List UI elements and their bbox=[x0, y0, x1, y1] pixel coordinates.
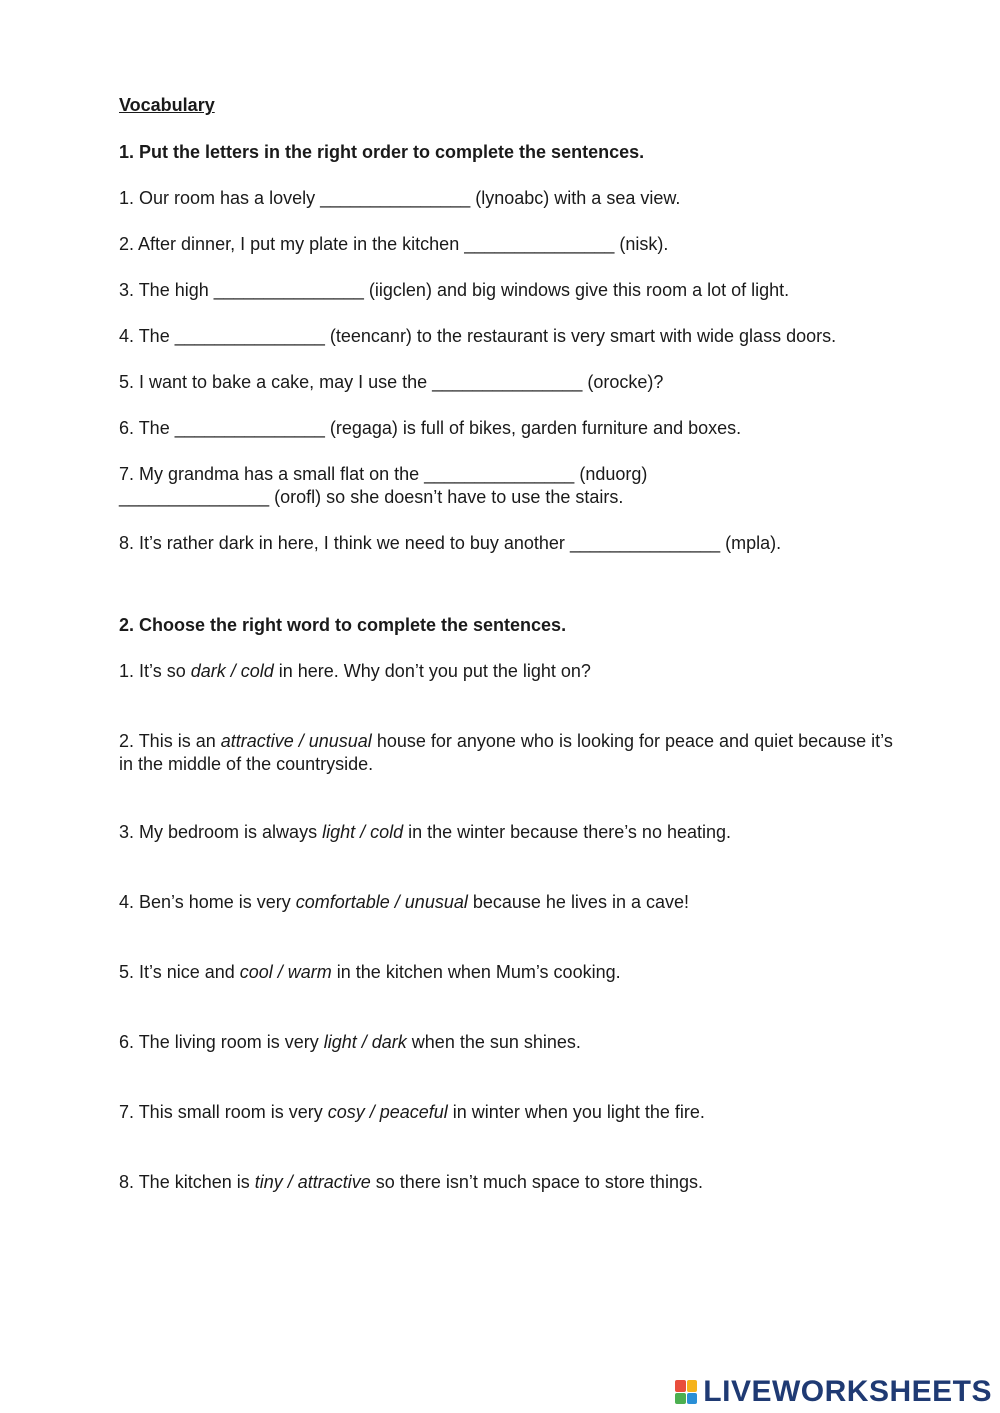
answer-blank[interactable]: _______________ bbox=[424, 464, 575, 484]
exercise-1 bbox=[119, 141, 909, 555]
liveworksheets-logo-icon bbox=[675, 1380, 697, 1404]
answer-blank[interactable]: _______________ bbox=[174, 418, 325, 438]
worksheet bbox=[119, 94, 909, 1241]
brand-name: LIVEWORKSHEETS bbox=[703, 1375, 992, 1408]
answer-blank[interactable]: _______________ bbox=[432, 372, 583, 392]
word-choice[interactable]: light / cold bbox=[322, 822, 404, 842]
exercise-2-item: 3. My bedroom is always light / cold in the winter because there’s no heating. bbox=[119, 822, 732, 842]
exercise-1-title: 1. Put the letters in the right order to complete the sentences. bbox=[119, 142, 645, 162]
answer-blank[interactable]: _______________ bbox=[320, 188, 471, 208]
exercise-1-item: 4. The _______________ (teencanr) to the restaurant is very smart with wide glass doors. bbox=[119, 326, 837, 346]
exercise-1-item: 8. It’s rather dark in here, I think we need to buy another _______________ (mpla). bbox=[119, 533, 782, 553]
exercise-2-item: 8. The kitchen is tiny / attractive so there isn’t much space to store things. bbox=[119, 1172, 703, 1192]
word-choice[interactable]: cosy / peaceful bbox=[327, 1102, 448, 1122]
exercise-2-item: 1. It’s so dark / cold in here. Why don’t you put the light on? bbox=[119, 661, 591, 681]
exercise-2-item: 4. Ben’s home is very comfortable / unusual because he lives in a cave! bbox=[119, 892, 689, 912]
answer-blank[interactable]: _______________ bbox=[119, 487, 270, 507]
word-choice[interactable]: light / dark bbox=[323, 1032, 407, 1052]
word-choice[interactable]: cool / warm bbox=[239, 962, 332, 982]
exercise-2-title: 2. Choose the right word to complete the sentences. bbox=[119, 615, 567, 635]
exercise-1-item: 3. The high _______________ (iigclen) and big windows give this room a lot of light. bbox=[119, 280, 790, 300]
exercise-2-item: 2. This is an attractive / unusual house for anyone who is looking for peace and quiet because it’s in the middle of the countryside. bbox=[119, 731, 893, 774]
footer-branding bbox=[675, 1375, 992, 1409]
word-choice[interactable]: comfortable / unusual bbox=[295, 892, 468, 912]
answer-blank[interactable]: _______________ bbox=[569, 533, 721, 553]
word-choice[interactable]: dark / cold bbox=[190, 661, 274, 681]
exercise-2-item: 7. This small room is very cosy / peaceful in winter when you light the fire. bbox=[119, 1102, 705, 1122]
exercise-2-item: 6. The living room is very light / dark when the sun shines. bbox=[119, 1032, 581, 1052]
word-choice[interactable]: attractive / unusual bbox=[220, 731, 372, 751]
answer-blank[interactable]: _______________ bbox=[174, 326, 325, 346]
page-title: Vocabulary bbox=[119, 95, 215, 115]
exercise-1-item: 7. My grandma has a small flat on the _______________ (nduorg) _______________ (orofl) so she doesn’t have to use the stairs. bbox=[119, 464, 648, 507]
exercise-1-item: 2. After dinner, I put my plate in the kitchen _______________ (nisk). bbox=[119, 234, 669, 254]
exercise-1-item: 1. Our room has a lovely _______________ (lynoabc) with a sea view. bbox=[119, 188, 681, 208]
exercise-1-item: 5. I want to bake a cake, may I use the _______________ (orocke)? bbox=[119, 372, 664, 392]
answer-blank[interactable]: _______________ bbox=[213, 280, 364, 300]
word-choice[interactable]: tiny / attractive bbox=[254, 1172, 371, 1192]
exercise-2 bbox=[119, 614, 909, 1194]
exercise-2-item: 5. It’s nice and cool / warm in the kitchen when Mum’s cooking. bbox=[119, 962, 621, 982]
answer-blank[interactable]: _______________ bbox=[464, 234, 615, 254]
exercise-1-item: 6. The _______________ (regaga) is full of bikes, garden furniture and boxes. bbox=[119, 418, 742, 438]
